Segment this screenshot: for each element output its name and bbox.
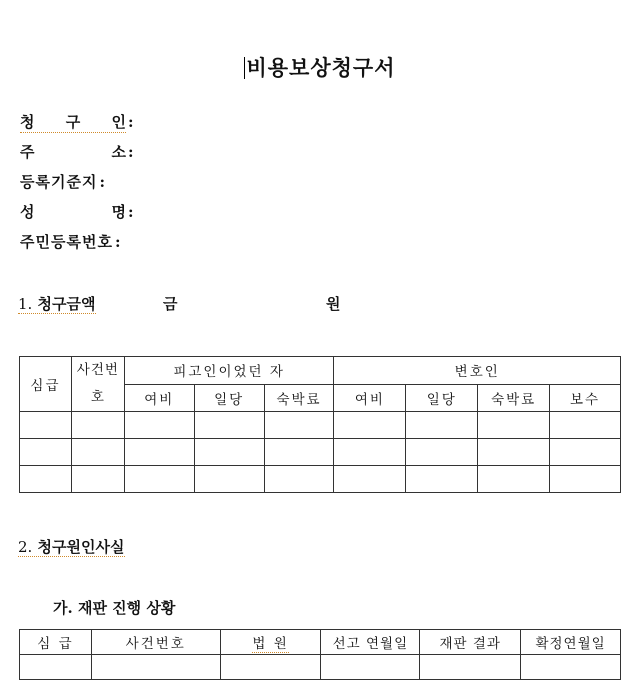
name-label: 성 명 — [20, 203, 126, 221]
amount-suffix: 원 — [326, 295, 341, 313]
header-lawyer-travel: 여비 — [334, 384, 406, 412]
progress-header-row — [20, 630, 621, 655]
header-trial-result: 재판 결과 — [420, 630, 521, 655]
header-lawyer-daily: 일당 — [406, 384, 478, 412]
header-confirmation-date: 확정연월일 — [521, 630, 621, 655]
field-resident-number: 주민등록번호 : — [20, 233, 121, 251]
header-defendant-travel: 여비 — [124, 384, 194, 412]
header-level: 심급 — [20, 357, 72, 412]
header-case-number: 사건번호 — [91, 630, 220, 655]
fee-table — [19, 356, 621, 493]
header-case-number: 사건번호 — [71, 357, 124, 412]
header-lawyer: 변호인 — [334, 357, 621, 385]
section-claim-amount: 1. 청구금액 — [18, 295, 96, 313]
subsection-trial-progress: 가. 재판 진행 상황 — [53, 599, 176, 617]
field-claimant: 청 구 인 : — [20, 113, 134, 131]
header-lawyer-fee: 보수 — [550, 384, 621, 412]
resident-number-label: 주민등록번호 — [20, 233, 113, 251]
field-address: 주 소 : — [20, 143, 134, 161]
table-row — [20, 439, 621, 466]
fee-header-row-1 — [20, 357, 621, 385]
document-title: 비용보상청구서 — [246, 55, 396, 80]
address-label: 주 소 — [20, 143, 126, 161]
field-name: 성 명 : — [20, 203, 134, 221]
field-registration-base: 등록기준지 : — [20, 173, 105, 191]
trial-progress-table — [19, 629, 621, 680]
header-court: 법 원 — [220, 630, 321, 655]
header-sentence-date: 선고 연월일 — [321, 630, 420, 655]
table-row — [20, 466, 621, 493]
header-defendant-lodging: 숙박료 — [264, 384, 334, 412]
header-level: 심 급 — [20, 630, 92, 655]
amount-prefix: 금 — [163, 295, 178, 313]
registration-base-label: 등록기준지 — [20, 173, 98, 191]
section-claim-grounds: 2. 청구원인사실 — [18, 538, 125, 556]
header-lawyer-lodging: 숙박료 — [478, 384, 550, 412]
header-former-defendant: 피고인이었던 자 — [124, 357, 334, 385]
table-row — [20, 412, 621, 439]
header-defendant-daily: 일당 — [194, 384, 264, 412]
claimant-label: 청 구 인 — [20, 113, 126, 131]
table-row — [20, 655, 621, 680]
